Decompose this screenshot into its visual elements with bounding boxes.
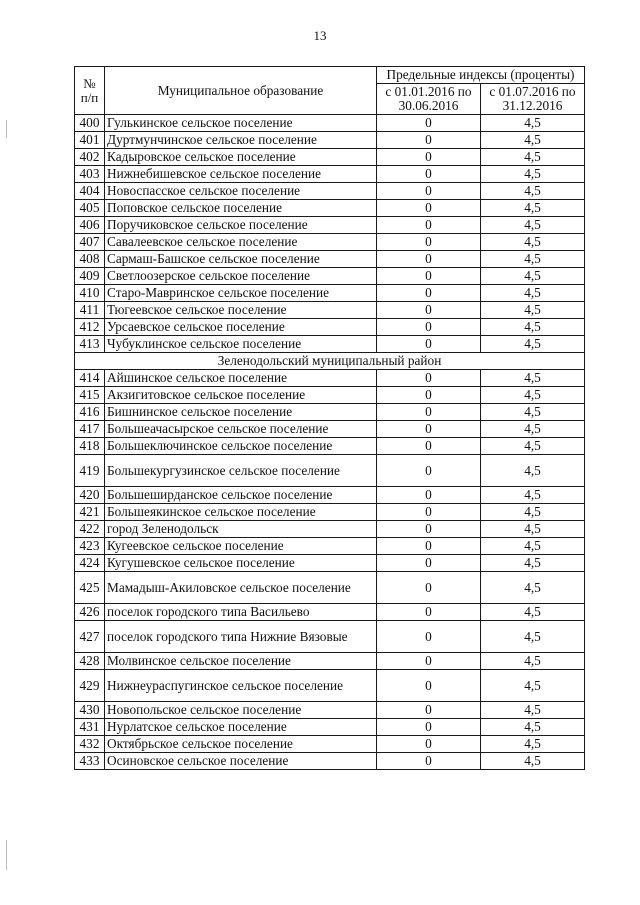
row-number: 409 (75, 268, 105, 285)
municipality-name: поселок городского типа Нижние Вязовые (105, 621, 377, 653)
row-number: 414 (75, 370, 105, 387)
municipality-name: Большеачасырское сельское поселение (105, 421, 377, 438)
index-period-1: 0 (377, 421, 481, 438)
index-period-2: 4,5 (481, 736, 585, 753)
row-number: 430 (75, 702, 105, 719)
municipality-name: Поповское сельское поселение (105, 200, 377, 217)
table-row (75, 621, 585, 653)
index-period-2: 4,5 (481, 115, 585, 132)
row-number: 404 (75, 183, 105, 200)
table-row (75, 736, 585, 753)
municipality-name: Нижнебишевское сельское поселение (105, 166, 377, 183)
index-period-2: 4,5 (481, 702, 585, 719)
index-period-1: 0 (377, 670, 481, 702)
table-row (75, 285, 585, 302)
index-period-2: 4,5 (481, 302, 585, 319)
index-period-1: 0 (377, 302, 481, 319)
index-period-1: 0 (377, 521, 481, 538)
index-period-1: 0 (377, 621, 481, 653)
index-period-1: 0 (377, 200, 481, 217)
index-period-1: 0 (377, 572, 481, 604)
table-row (75, 421, 585, 438)
table-row (75, 521, 585, 538)
municipality-name: Старо-Мавринское сельское поселение (105, 285, 377, 302)
row-number: 429 (75, 670, 105, 702)
table-body (75, 115, 585, 770)
table-row (75, 387, 585, 404)
index-period-1: 0 (377, 251, 481, 268)
municipality-name: Сармаш-Башское сельское поселение (105, 251, 377, 268)
municipality-name: Бишнинское сельское поселение (105, 404, 377, 421)
index-period-1: 0 (377, 115, 481, 132)
municipality-name: поселок городского типа Васильево (105, 604, 377, 621)
index-period-1: 0 (377, 438, 481, 455)
index-period-2: 4,5 (481, 183, 585, 200)
indices-table (74, 66, 585, 770)
index-period-1: 0 (377, 455, 481, 487)
index-period-2: 4,5 (481, 268, 585, 285)
table-row (75, 670, 585, 702)
index-period-2: 4,5 (481, 604, 585, 621)
row-number: 417 (75, 421, 105, 438)
table-row (75, 234, 585, 251)
row-number: 432 (75, 736, 105, 753)
index-period-2: 4,5 (481, 455, 585, 487)
municipality-name: Новоспасское сельское поселение (105, 183, 377, 200)
municipality-name: Мамадыш-Акиловское сельское поселение (105, 572, 377, 604)
index-period-2: 4,5 (481, 251, 585, 268)
table-row (75, 487, 585, 504)
index-period-2: 4,5 (481, 132, 585, 149)
row-number: 419 (75, 455, 105, 487)
table-row (75, 438, 585, 455)
index-period-1: 0 (377, 234, 481, 251)
row-number: 405 (75, 200, 105, 217)
row-number: 402 (75, 149, 105, 166)
table-row (75, 404, 585, 421)
index-period-2: 4,5 (481, 572, 585, 604)
index-period-2: 4,5 (481, 521, 585, 538)
index-period-1: 0 (377, 753, 481, 770)
municipality-name: Урсаевское сельское поселение (105, 319, 377, 336)
table-row (75, 268, 585, 285)
row-number: 427 (75, 621, 105, 653)
table-row (75, 753, 585, 770)
index-period-1: 0 (377, 132, 481, 149)
row-number: 418 (75, 438, 105, 455)
table-row (75, 132, 585, 149)
row-number: 400 (75, 115, 105, 132)
row-number: 412 (75, 319, 105, 336)
index-period-2: 4,5 (481, 753, 585, 770)
index-period-2: 4,5 (481, 234, 585, 251)
index-period-1: 0 (377, 285, 481, 302)
index-period-2: 4,5 (481, 653, 585, 670)
municipality-name: Чубуклинское сельское поселение (105, 336, 377, 353)
index-period-2: 4,5 (481, 387, 585, 404)
municipality-name: Поручиковское сельское поселение (105, 217, 377, 234)
row-number: 431 (75, 719, 105, 736)
index-period-2: 4,5 (481, 504, 585, 521)
municipality-name: Кадыровское сельское поселение (105, 149, 377, 166)
index-period-2: 4,5 (481, 404, 585, 421)
table-row (75, 183, 585, 200)
index-period-1: 0 (377, 404, 481, 421)
municipality-name: Большеякинское сельское поселение (105, 504, 377, 521)
index-period-1: 0 (377, 319, 481, 336)
table-row (75, 653, 585, 670)
page-number: 13 (313, 28, 327, 43)
municipality-name: Большекургузинское сельское поселение (105, 455, 377, 487)
index-period-1: 0 (377, 538, 481, 555)
index-period-2: 4,5 (481, 200, 585, 217)
header-period-1: с 01.01.2016 по 30.06.2016 (377, 84, 481, 115)
table-row (75, 455, 585, 487)
table-row (75, 702, 585, 719)
row-number: 406 (75, 217, 105, 234)
municipality-name: Кугеевское сельское поселение (105, 538, 377, 555)
table-row (75, 719, 585, 736)
index-period-1: 0 (377, 183, 481, 200)
row-number: 401 (75, 132, 105, 149)
municipality-name: Гулькинское сельское поселение (105, 115, 377, 132)
index-period-1: 0 (377, 604, 481, 621)
row-number: 403 (75, 166, 105, 183)
table-row (75, 604, 585, 621)
row-number: 421 (75, 504, 105, 521)
table-row (75, 251, 585, 268)
row-number: 416 (75, 404, 105, 421)
header-limit-indices: Предельные индексы (проценты) (377, 67, 585, 84)
municipality-name: Савалеевское сельское поселение (105, 234, 377, 251)
row-number: 425 (75, 572, 105, 604)
table-header (75, 67, 585, 115)
municipality-name: Большеширданское сельское поселение (105, 487, 377, 504)
index-period-1: 0 (377, 653, 481, 670)
table-row (75, 336, 585, 353)
row-number: 415 (75, 387, 105, 404)
table-row (75, 504, 585, 521)
table-row (75, 217, 585, 234)
index-period-2: 4,5 (481, 421, 585, 438)
index-period-2: 4,5 (481, 285, 585, 302)
row-number: 426 (75, 604, 105, 621)
index-period-1: 0 (377, 504, 481, 521)
municipality-name: Акзигитовское сельское поселение (105, 387, 377, 404)
index-period-2: 4,5 (481, 370, 585, 387)
table-row (75, 370, 585, 387)
table-row (75, 166, 585, 183)
index-period-2: 4,5 (481, 487, 585, 504)
index-period-2: 4,5 (481, 538, 585, 555)
municipality-name: Большеключинское сельское поселение (105, 438, 377, 455)
municipality-name: Осиновское сельское поселение (105, 753, 377, 770)
row-number: 411 (75, 302, 105, 319)
table-row (75, 555, 585, 572)
municipality-name: Молвинское сельское поселение (105, 653, 377, 670)
table-row (75, 319, 585, 336)
municipality-name: Светлоозерское сельское поселение (105, 268, 377, 285)
table-row (75, 302, 585, 319)
row-number: 433 (75, 753, 105, 770)
index-period-1: 0 (377, 268, 481, 285)
index-period-2: 4,5 (481, 166, 585, 183)
municipality-name: Новопольское сельское поселение (105, 702, 377, 719)
index-period-2: 4,5 (481, 319, 585, 336)
municipality-name: Айшинское сельское поселение (105, 370, 377, 387)
municipality-name: Дуртмунчинское сельское поселение (105, 132, 377, 149)
row-number: 428 (75, 653, 105, 670)
row-number: 423 (75, 538, 105, 555)
table-row (75, 538, 585, 555)
index-period-1: 0 (377, 149, 481, 166)
section-title: Зеленодольский муниципальный район (75, 353, 585, 370)
row-number: 407 (75, 234, 105, 251)
header-number: № п/п (75, 67, 105, 115)
municipality-name: Нижнеураспугинское сельское поселение (105, 670, 377, 702)
index-period-2: 4,5 (481, 621, 585, 653)
index-period-2: 4,5 (481, 555, 585, 572)
municipality-name: Тюгеевское сельское поселение (105, 302, 377, 319)
index-period-1: 0 (377, 387, 481, 404)
row-number: 413 (75, 336, 105, 353)
index-period-2: 4,5 (481, 438, 585, 455)
index-period-1: 0 (377, 719, 481, 736)
row-number: 408 (75, 251, 105, 268)
municipality-name: город Зеленодольск (105, 521, 377, 538)
index-period-2: 4,5 (481, 149, 585, 166)
table-row (75, 200, 585, 217)
index-period-1: 0 (377, 555, 481, 572)
index-period-2: 4,5 (481, 336, 585, 353)
municipality-name: Кугушевское сельское поселение (105, 555, 377, 572)
header-period-2: с 01.07.2016 по 31.12.2016 (481, 84, 585, 115)
index-period-1: 0 (377, 487, 481, 504)
row-number: 424 (75, 555, 105, 572)
municipality-name: Нурлатское сельское поселение (105, 719, 377, 736)
header-municipality: Муниципальное образование (105, 67, 377, 115)
index-period-1: 0 (377, 702, 481, 719)
index-period-2: 4,5 (481, 670, 585, 702)
row-number: 410 (75, 285, 105, 302)
margin-mark-bottom (6, 840, 7, 870)
row-number: 420 (75, 487, 105, 504)
margin-mark-top (6, 120, 7, 138)
index-period-1: 0 (377, 336, 481, 353)
table-row (75, 115, 585, 132)
row-number: 422 (75, 521, 105, 538)
index-period-1: 0 (377, 166, 481, 183)
index-period-1: 0 (377, 736, 481, 753)
index-period-2: 4,5 (481, 217, 585, 234)
table-row (75, 572, 585, 604)
index-period-1: 0 (377, 370, 481, 387)
index-period-1: 0 (377, 217, 481, 234)
index-period-2: 4,5 (481, 719, 585, 736)
section-row (75, 353, 585, 370)
municipality-name: Октябрьское сельское поселение (105, 736, 377, 753)
table-row (75, 149, 585, 166)
